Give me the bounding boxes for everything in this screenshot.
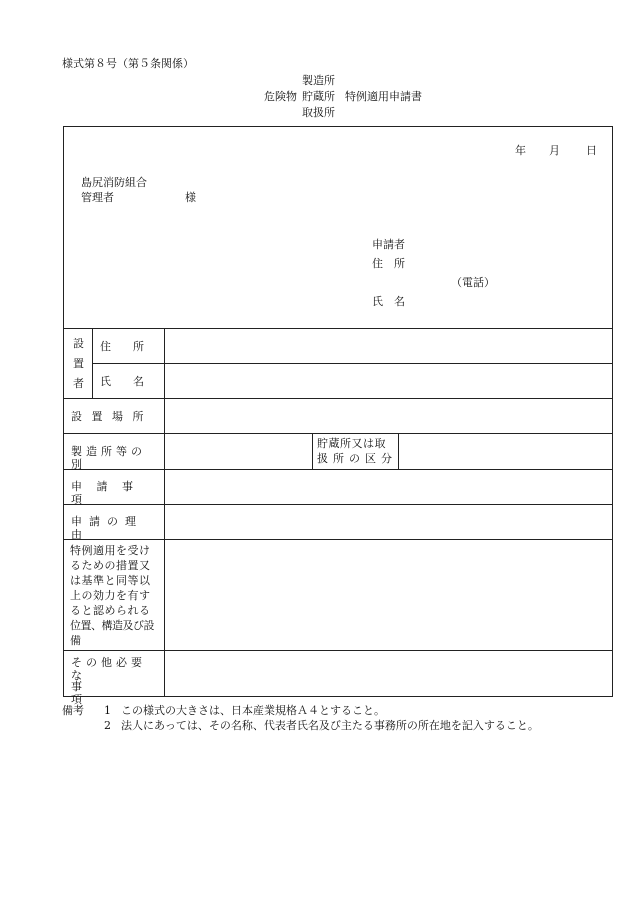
note-1-text: この様式の大きさは、日本産業規格Ａ４とすること。 (121, 704, 385, 717)
location-label: 設置場所 (71, 410, 153, 423)
title-prefix: 危険物 (264, 90, 297, 103)
measures-label-line6: 位置、構造及び設 (70, 619, 154, 632)
honorific-sama: 様 (185, 191, 196, 204)
installer-name-label-text: 氏 名 (100, 375, 144, 388)
facility-type-label: 製造所等の別 (71, 445, 146, 471)
storage-class-label-line1: 貯蔵所又は取 (317, 437, 386, 450)
applicant-label: 申請者 (372, 238, 405, 251)
row-divider-top-section (64, 328, 612, 329)
date-day-label: 日 (586, 144, 597, 157)
other-items-label-line2-text: 事項 (71, 680, 148, 706)
label-column-divider (164, 328, 165, 696)
installer-group-label-text: 設置者 (73, 337, 84, 390)
installer-address-label-text: 住 所 (100, 340, 144, 353)
title-option-manufacturing: 製造所 (302, 74, 335, 87)
row-divider-measures (64, 650, 612, 651)
storage-class-value-divider (398, 433, 399, 469)
row-divider-installer (92, 363, 612, 364)
other-items-label-line2 (71, 680, 157, 706)
measures-label-line1: 特例適用を受け (70, 544, 151, 557)
addressee-title: 管理者 (81, 191, 114, 204)
note-2-number: 2 (104, 719, 111, 732)
installer-address-label (100, 340, 158, 353)
application-form-table (63, 126, 613, 706)
installer-group-divider (92, 328, 93, 398)
title-option-storage: 貯蔵所 (302, 90, 335, 103)
measures-label-line4: 上の効力を有す (70, 589, 151, 602)
measures-label-line7: 備 (70, 634, 81, 647)
application-reason-label: 申請の理由 (71, 515, 143, 541)
applicant-name-label: 氏 名 (372, 295, 405, 308)
title-suffix: 特例適用申請書 (345, 90, 422, 103)
addressee-organization: 島尻消防組合 (81, 176, 147, 189)
installer-group-label (72, 334, 85, 394)
applicant-phone-label: （電話） (451, 276, 495, 289)
measures-label-line2: るための措置又 (70, 559, 151, 572)
facility-type-value-divider (312, 433, 313, 469)
note-2-text: 法人にあっては、その名称、代表者氏名及び主たる事務所の所在地を記入すること。 (121, 719, 539, 732)
measures-label-line3: は基準と同等以 (70, 574, 151, 587)
storage-class-label-line2: 扱所の区分 (317, 452, 397, 465)
row-divider-installer-end (64, 398, 612, 399)
notes-label: 備考 (62, 704, 84, 717)
date-year-label: 年 (515, 144, 526, 157)
note-1-number: 1 (104, 704, 111, 717)
title-option-handling: 取扱所 (302, 106, 335, 119)
other-items-label-line1: その他必要な (71, 656, 146, 682)
measures-label-line5: ると認められる (70, 604, 151, 617)
date-month-label: 月 (549, 144, 560, 157)
installer-name-label (100, 375, 158, 388)
applicant-address-label: 住 所 (372, 257, 405, 270)
form-number: 様式第８号（第５条関係） (62, 57, 194, 70)
application-items-label: 申請事項 (71, 480, 148, 506)
row-divider-location (64, 433, 612, 434)
